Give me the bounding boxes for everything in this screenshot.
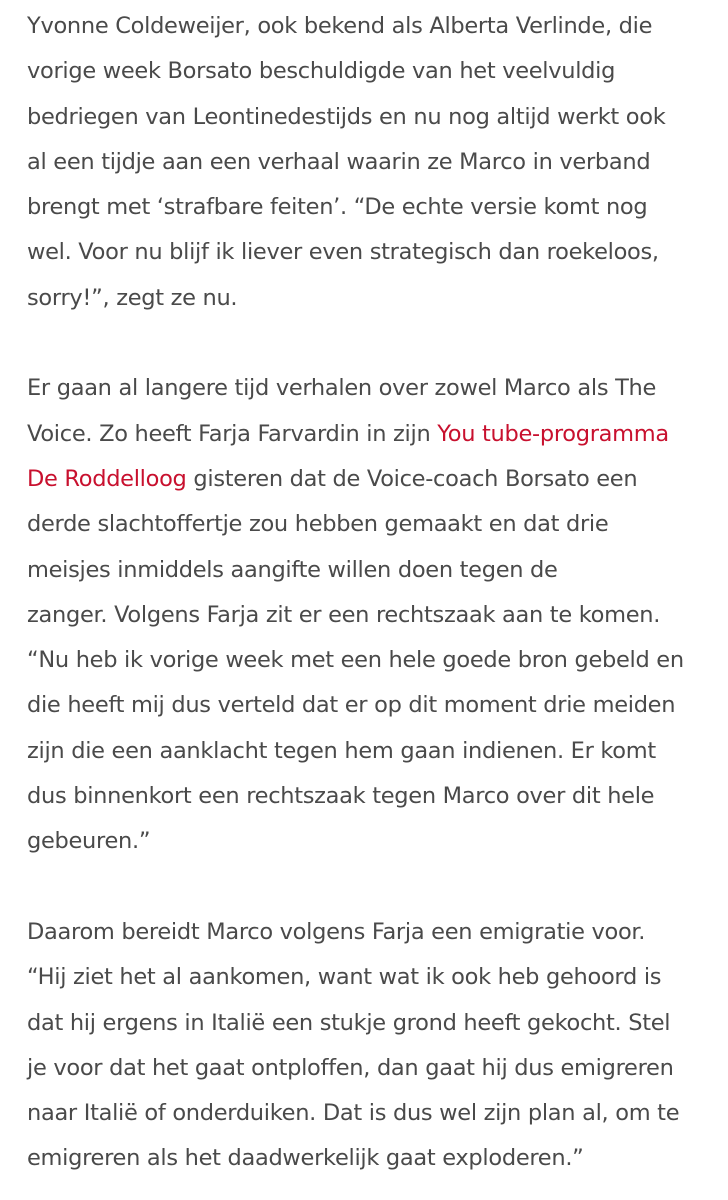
text-line: sorry!”, zegt ze nu.: [27, 284, 238, 311]
text-line: wel. Voor nu blijf ik liever even strategisch dan roekeloos,: [27, 239, 659, 266]
text-line: “Nu heb ik vorige week met een hele goede bron gebeld en: [27, 647, 684, 674]
text-line: Yvonne Coldeweijer, ook bekend als Alberta Verlinde, die: [27, 13, 653, 39]
text-line: “Hij ziet het al aankomen, want wat ik ook heb gehoord is: [27, 964, 662, 991]
text-line: [27, 457, 707, 502]
text-line: [27, 412, 707, 457]
paragraph-3: [27, 910, 707, 1182]
text-line: Er gaan al langere tijd verhalen over zowel Marco als The: [27, 375, 657, 402]
text-line: naar Italië of onderduiken. Dat is dus wel zijn plan al, om te: [27, 1100, 680, 1127]
text-line: die heeft mij dus verteld dat er op dit moment drie meiden: [27, 692, 676, 719]
text-line: bedriegen van Leontinedestijds en nu nog altijd werkt ook: [27, 103, 666, 130]
text-line: gebeuren.”: [27, 828, 151, 855]
text-line: dat hij ergens in Italië een stukje grond heeft gekocht. Stel: [27, 1009, 671, 1036]
paragraph-1: [27, 4, 707, 321]
text-line: meisjes inmiddels aangifte willen doen tegen de: [27, 556, 558, 583]
text-line: derde slachtoffertje zou hebben gemaakt en dat drie: [27, 511, 609, 538]
text-line: brengt met ‘strafbare feiten’. “De echte versie komt nog: [27, 194, 648, 221]
article-body: [27, 4, 707, 1182]
text-line: Daarom bereidt Marco volgens Farja een emigratie voor.: [27, 918, 646, 945]
text-line: emigreren als het daadwerkelijk gaat exploderen.”: [27, 1145, 584, 1172]
text-line: dus binnenkort een rechtszaak tegen Marco over dit hele: [27, 783, 655, 810]
text-line: zijn die een aanklacht tegen hem gaan indienen. Er komt: [27, 737, 656, 764]
text-segment: gisteren dat de Voice-coach Borsato een: [186, 465, 638, 492]
text-line: vorige week Borsato beschuldigde van het veelvuldig: [27, 58, 616, 85]
text-line: al een tijdje aan een verhaal waarin ze Marco in verband: [27, 148, 651, 175]
roddelloog-link-part-1[interactable]: You tube-programma: [437, 420, 669, 447]
paragraph-2: [27, 366, 707, 864]
text-line: je voor dat het gaat ontploffen, dan gaat hij dus emigreren: [27, 1054, 674, 1081]
text-segment: Voice. Zo heeft Farja Farvardin in zijn: [27, 420, 438, 447]
roddelloog-link-part-2[interactable]: De Roddelloog: [27, 465, 187, 492]
text-line: zanger. Volgens Farja zit er een rechtszaak aan te komen.: [27, 601, 661, 628]
